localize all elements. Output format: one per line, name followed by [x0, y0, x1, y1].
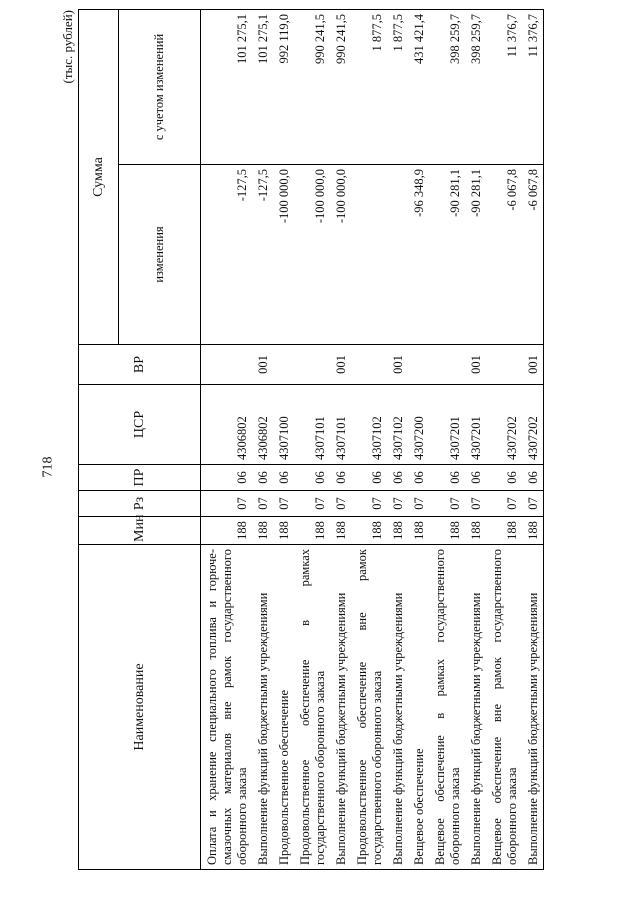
cell-vr: 001	[330, 345, 351, 385]
cell-name: Продовольственное обеспечение вне рамок государственного оборонного заказа	[351, 545, 387, 870]
cell-csr: 4306802	[252, 385, 273, 465]
cell-total: 101 275,1	[252, 10, 273, 165]
cell-csr: 4307202	[486, 385, 522, 465]
cell-csr: 4307201	[429, 385, 465, 465]
cell-rz: 07	[465, 491, 486, 517]
cell-rz: 07	[522, 491, 544, 517]
cell-csr: 4307102	[351, 385, 387, 465]
cell-min: 188	[408, 517, 429, 545]
cell-change: -90 281,1	[429, 165, 465, 345]
cell-rz: 07	[294, 491, 330, 517]
cell-total: 990 241,5	[330, 10, 351, 165]
cell-min: 188	[429, 517, 465, 545]
cell-total: 101 275,1	[201, 10, 253, 165]
cell-rz: 07	[387, 491, 408, 517]
table-row	[408, 10, 429, 870]
cell-total: 398 259,7	[429, 10, 465, 165]
cell-change	[351, 165, 387, 345]
cell-vr	[294, 345, 330, 385]
cell-name: Выполнение функций бюджетными учреждениями	[387, 545, 408, 870]
table-row	[351, 10, 387, 870]
cell-pr: 06	[201, 465, 253, 491]
cell-pr: 06	[351, 465, 387, 491]
header-with-change: с учетом изменений	[119, 10, 201, 165]
cell-name: Выполнение функций бюджетными учреждениями	[465, 545, 486, 870]
header-summa: Сумма	[79, 10, 119, 345]
cell-csr: 4307100	[273, 385, 294, 465]
table-body	[201, 10, 544, 870]
header-pr: ПР	[79, 465, 201, 491]
cell-vr	[429, 345, 465, 385]
cell-total: 431 421,4	[408, 10, 429, 165]
cell-csr: 4307202	[522, 385, 544, 465]
table-row	[429, 10, 465, 870]
cell-total: 990 241,5	[294, 10, 330, 165]
cell-rz: 07	[252, 491, 273, 517]
cell-min: 188	[252, 517, 273, 545]
cell-total: 11 376,7	[486, 10, 522, 165]
cell-change: -90 281,1	[465, 165, 486, 345]
table-row	[522, 10, 544, 870]
cell-csr: 4307102	[387, 385, 408, 465]
header-csr: ЦСР	[79, 385, 201, 465]
cell-vr	[273, 345, 294, 385]
cell-min: 188	[486, 517, 522, 545]
cell-min: 188	[201, 517, 253, 545]
cell-name: Продовольственное обеспечение	[273, 545, 294, 870]
cell-name: Вещевое обеспечение	[408, 545, 429, 870]
table-row	[201, 10, 253, 870]
cell-change: -6 067,8	[486, 165, 522, 345]
cell-rz: 07	[429, 491, 465, 517]
cell-name: Выполнение функций бюджетными учреждениями	[522, 545, 544, 870]
cell-csr: 4306802	[201, 385, 253, 465]
cell-total: 992 119,0	[273, 10, 294, 165]
cell-min: 188	[330, 517, 351, 545]
cell-min: 188	[351, 517, 387, 545]
header-change: изменения	[119, 165, 201, 345]
cell-csr: 4307200	[408, 385, 429, 465]
cell-min: 188	[522, 517, 544, 545]
header-vr: ВР	[79, 345, 201, 385]
cell-name: Вещевое обеспечение вне рамок государственного оборонного заказа	[486, 545, 522, 870]
cell-vr: 001	[465, 345, 486, 385]
header-name: Наименование	[79, 545, 201, 870]
cell-rz: 07	[486, 491, 522, 517]
cell-rz: 07	[201, 491, 253, 517]
table-row	[486, 10, 522, 870]
cell-name: Выполнение функций бюджетными учреждениями	[330, 545, 351, 870]
cell-name: Продовольственное обеспечение в рамках государственного оборонного заказа	[294, 545, 330, 870]
cell-vr	[351, 345, 387, 385]
cell-rz: 07	[351, 491, 387, 517]
cell-vr	[486, 345, 522, 385]
cell-min: 188	[273, 517, 294, 545]
cell-min: 188	[294, 517, 330, 545]
table-row	[387, 10, 408, 870]
page-number: 718	[40, 456, 56, 478]
cell-change	[387, 165, 408, 345]
cell-name: Оплата и хранение специального топлива и горюче-смазочных материалов вне рамок государственного оборонного заказа	[201, 545, 253, 870]
cell-pr: 06	[429, 465, 465, 491]
budget-table	[78, 9, 544, 870]
cell-total: 398 259,7	[465, 10, 486, 165]
cell-rz: 07	[408, 491, 429, 517]
cell-change: -100 000,0	[294, 165, 330, 345]
table-row	[273, 10, 294, 870]
cell-min: 188	[387, 517, 408, 545]
unit-label: (тыс. рублей)	[60, 10, 75, 84]
cell-pr: 06	[465, 465, 486, 491]
rotated-page-content	[40, 10, 600, 870]
cell-rz: 07	[330, 491, 351, 517]
header-min: Мин	[79, 517, 201, 545]
cell-change: -127,5	[252, 165, 273, 345]
cell-pr: 06	[252, 465, 273, 491]
cell-vr	[408, 345, 429, 385]
table-row	[252, 10, 273, 870]
cell-pr: 06	[294, 465, 330, 491]
cell-change: -6 067,8	[522, 165, 544, 345]
cell-total: 1 877,5	[351, 10, 387, 165]
cell-total: 11 376,7	[522, 10, 544, 165]
cell-vr	[201, 345, 253, 385]
cell-rz: 07	[273, 491, 294, 517]
cell-vr: 001	[387, 345, 408, 385]
cell-csr: 4307101	[330, 385, 351, 465]
cell-pr: 06	[486, 465, 522, 491]
cell-change: -100 000,0	[330, 165, 351, 345]
cell-name: Выполнение функций бюджетными учреждениями	[252, 545, 273, 870]
table-row	[465, 10, 486, 870]
table-row	[330, 10, 351, 870]
cell-change: -100 000,0	[273, 165, 294, 345]
table-row	[294, 10, 330, 870]
cell-pr: 06	[273, 465, 294, 491]
cell-pr: 06	[330, 465, 351, 491]
cell-change: -127,5	[201, 165, 253, 345]
cell-name: Вещевое обеспечение в рамках государственного оборонного заказа	[429, 545, 465, 870]
header-rz: Рз	[79, 491, 201, 517]
cell-vr: 001	[522, 345, 544, 385]
cell-pr: 06	[522, 465, 544, 491]
cell-vr: 001	[252, 345, 273, 385]
cell-min: 188	[465, 517, 486, 545]
cell-total: 1 877,5	[387, 10, 408, 165]
cell-pr: 06	[408, 465, 429, 491]
cell-pr: 06	[387, 465, 408, 491]
cell-csr: 4307201	[465, 385, 486, 465]
cell-csr: 4307101	[294, 385, 330, 465]
cell-change: -96 348,9	[408, 165, 429, 345]
